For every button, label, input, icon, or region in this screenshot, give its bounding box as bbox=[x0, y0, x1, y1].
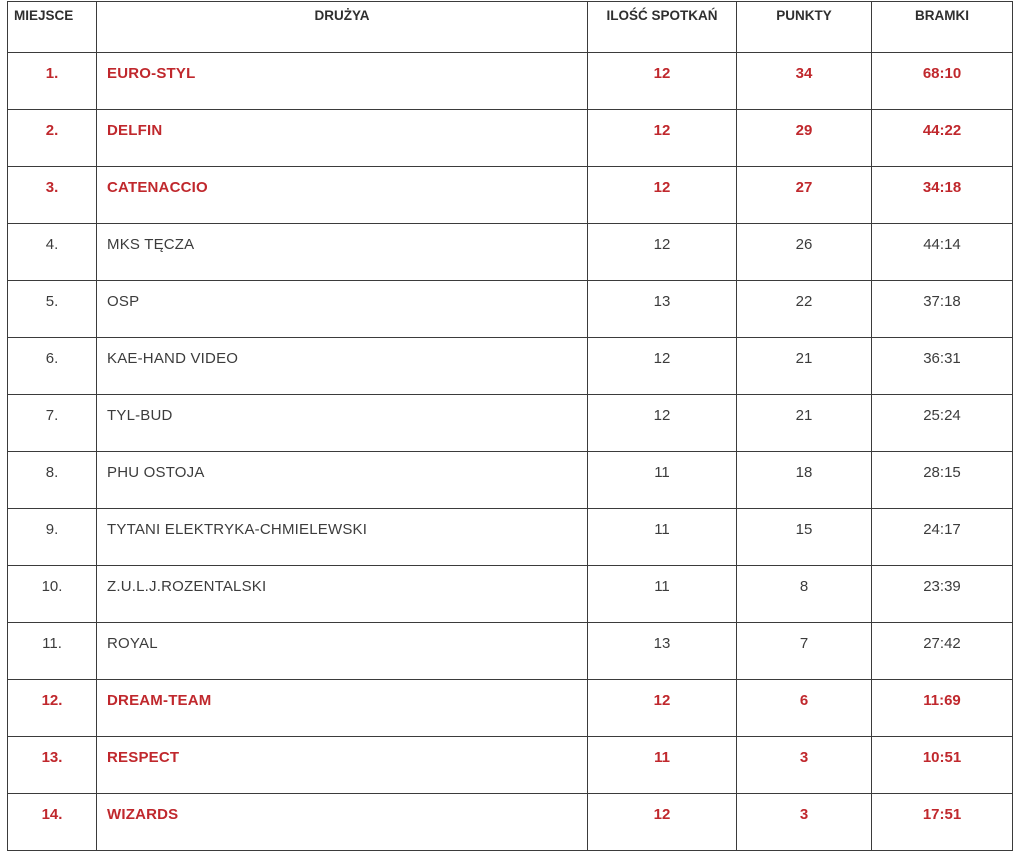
matches-cell: 11 bbox=[588, 566, 737, 623]
column-header-place: MIEJSCE bbox=[8, 2, 97, 53]
matches-cell: 11 bbox=[588, 509, 737, 566]
goals-cell: 27:42 bbox=[872, 623, 1013, 680]
goals-cell: 34:18 bbox=[872, 167, 1013, 224]
points-cell: 27 bbox=[737, 167, 872, 224]
points-cell: 21 bbox=[737, 395, 872, 452]
place-cell: 9. bbox=[8, 509, 97, 566]
matches-cell: 12 bbox=[588, 53, 737, 110]
table-row bbox=[8, 737, 1013, 794]
column-header-matches: ILOŚĆ SPOTKAŃ bbox=[588, 2, 737, 53]
goals-cell: 17:51 bbox=[872, 794, 1013, 851]
team-cell: MKS TĘCZA bbox=[97, 224, 588, 281]
goals-cell: 68:10 bbox=[872, 53, 1013, 110]
goals-cell: 11:69 bbox=[872, 680, 1013, 737]
table-row bbox=[8, 110, 1013, 167]
table-row bbox=[8, 794, 1013, 851]
matches-cell: 11 bbox=[588, 452, 737, 509]
points-cell: 15 bbox=[737, 509, 872, 566]
goals-cell: 10:51 bbox=[872, 737, 1013, 794]
standings-table bbox=[7, 1, 1013, 851]
goals-cell: 36:31 bbox=[872, 338, 1013, 395]
place-cell: 2. bbox=[8, 110, 97, 167]
header-row bbox=[8, 2, 1013, 53]
goals-cell: 44:22 bbox=[872, 110, 1013, 167]
goals-cell: 23:39 bbox=[872, 566, 1013, 623]
points-cell: 22 bbox=[737, 281, 872, 338]
table-header bbox=[8, 2, 1013, 53]
team-cell: WIZARDS bbox=[97, 794, 588, 851]
matches-cell: 12 bbox=[588, 680, 737, 737]
matches-cell: 13 bbox=[588, 623, 737, 680]
points-cell: 3 bbox=[737, 794, 872, 851]
column-header-points: PUNKTY bbox=[737, 2, 872, 53]
table-row bbox=[8, 338, 1013, 395]
points-cell: 29 bbox=[737, 110, 872, 167]
place-cell: 11. bbox=[8, 623, 97, 680]
place-cell: 1. bbox=[8, 53, 97, 110]
table-body bbox=[8, 53, 1013, 851]
team-cell: CATENACCIO bbox=[97, 167, 588, 224]
table-row bbox=[8, 623, 1013, 680]
matches-cell: 12 bbox=[588, 395, 737, 452]
goals-cell: 25:24 bbox=[872, 395, 1013, 452]
table-row bbox=[8, 395, 1013, 452]
goals-cell: 44:14 bbox=[872, 224, 1013, 281]
matches-cell: 12 bbox=[588, 794, 737, 851]
place-cell: 10. bbox=[8, 566, 97, 623]
table-row bbox=[8, 509, 1013, 566]
table-row bbox=[8, 281, 1013, 338]
team-cell: PHU OSTOJA bbox=[97, 452, 588, 509]
place-cell: 7. bbox=[8, 395, 97, 452]
goals-cell: 28:15 bbox=[872, 452, 1013, 509]
points-cell: 8 bbox=[737, 566, 872, 623]
team-cell: RESPECT bbox=[97, 737, 588, 794]
table-row bbox=[8, 566, 1013, 623]
column-header-goals: BRAMKI bbox=[872, 2, 1013, 53]
goals-cell: 24:17 bbox=[872, 509, 1013, 566]
team-cell: EURO-STYL bbox=[97, 53, 588, 110]
matches-cell: 11 bbox=[588, 737, 737, 794]
table-row bbox=[8, 53, 1013, 110]
matches-cell: 12 bbox=[588, 338, 737, 395]
matches-cell: 12 bbox=[588, 110, 737, 167]
team-cell: DELFIN bbox=[97, 110, 588, 167]
points-cell: 26 bbox=[737, 224, 872, 281]
points-cell: 21 bbox=[737, 338, 872, 395]
team-cell: Z.U.L.J.ROZENTALSKI bbox=[97, 566, 588, 623]
points-cell: 18 bbox=[737, 452, 872, 509]
goals-cell: 37:18 bbox=[872, 281, 1013, 338]
points-cell: 7 bbox=[737, 623, 872, 680]
place-cell: 4. bbox=[8, 224, 97, 281]
table-row bbox=[8, 680, 1013, 737]
table-row bbox=[8, 167, 1013, 224]
place-cell: 5. bbox=[8, 281, 97, 338]
column-header-team: DRUŻYA bbox=[97, 2, 588, 53]
place-cell: 13. bbox=[8, 737, 97, 794]
table-row bbox=[8, 452, 1013, 509]
place-cell: 3. bbox=[8, 167, 97, 224]
matches-cell: 12 bbox=[588, 167, 737, 224]
matches-cell: 12 bbox=[588, 224, 737, 281]
place-cell: 8. bbox=[8, 452, 97, 509]
team-cell: OSP bbox=[97, 281, 588, 338]
place-cell: 12. bbox=[8, 680, 97, 737]
team-cell: ROYAL bbox=[97, 623, 588, 680]
table-row bbox=[8, 224, 1013, 281]
matches-cell: 13 bbox=[588, 281, 737, 338]
points-cell: 34 bbox=[737, 53, 872, 110]
place-cell: 14. bbox=[8, 794, 97, 851]
points-cell: 6 bbox=[737, 680, 872, 737]
team-cell: DREAM-TEAM bbox=[97, 680, 588, 737]
points-cell: 3 bbox=[737, 737, 872, 794]
team-cell: KAE-HAND VIDEO bbox=[97, 338, 588, 395]
team-cell: TYTANI ELEKTRYKA-CHMIELEWSKI bbox=[97, 509, 588, 566]
place-cell: 6. bbox=[8, 338, 97, 395]
team-cell: TYL-BUD bbox=[97, 395, 588, 452]
